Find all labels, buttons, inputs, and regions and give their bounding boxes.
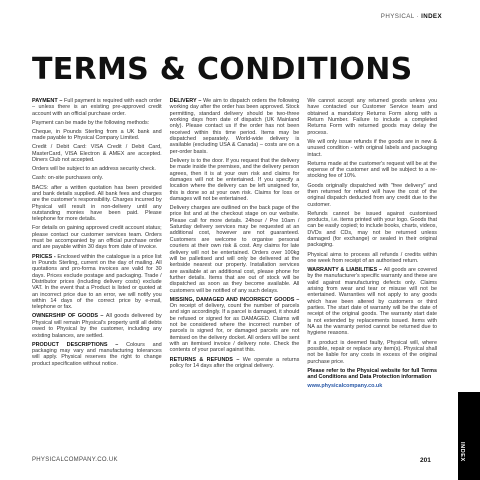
prices-paragraph: [32, 254, 162, 311]
payment-heading: PAYMENT –: [32, 98, 65, 104]
current-section: INDEX: [421, 13, 442, 20]
website-link-paragraph: [307, 383, 437, 389]
footer-website: PHYSICALCOMPANY.CO.UK: [32, 457, 118, 463]
warranty-heading: WARRANTY & LIABILITIES –: [307, 267, 384, 274]
warranty-paragraph: [307, 267, 437, 337]
delivery-paragraph: [170, 98, 300, 155]
page-number: 201: [420, 457, 431, 464]
returns-heading: RETURNS & REFUNDS –: [169, 356, 243, 363]
payment-bacs: BACS: after a written quotation has been provided and bank details supplied. All bank fees and charges are the customer's responsibility. Charges incurred by Physical will result in non-delivery until any outstanding monies have been paid. Please telephone for more details.: [32, 184, 162, 223]
prices-text: Enclosed within the catalogue is a price list in Pounds Sterling, current on the day of mailing. All quotations and pro-forma invoices are valid for 30 days. Prices exclude postage and packaging. Trade / Distributor prices (including delivery costs) exclude VAT. In the event that a Product is listed or quoted at an incorrect price due to an error, we will notify you within 14 days of the correct price by e-mail, telephone or fax.: [32, 253, 162, 311]
returns-form: We cannot accept any returned goods unless you have contacted our Customer Service team and obtained a mandatory Returns Form along with a Return Number. Failure to include a completed Returns Form with returned goods may delay the process.: [307, 98, 438, 136]
refund-processing: Physical aims to process all refunds / credits within one week from receipt of an authorised return.: [307, 251, 438, 264]
website-link[interactable]: www.physicalcompany.co.uk: [307, 383, 383, 390]
section-breadcrumb: [381, 13, 442, 20]
column-2: [170, 98, 300, 450]
returns-text: We operate a returns policy for 14 days after the original delivery.: [169, 356, 300, 369]
website-note-text: Please refer to the Physical website for full Terms and Conditions and Data Protection information: [307, 367, 438, 381]
free-delivery-returns: Goods originally dispatched with "free delivery" and then returned for refund will have the cost of the original dispatch deducted from any credit due to the customer.: [307, 182, 438, 208]
payment-card: Credit / Debit Card: VISA Credit / Debit Card, MasterCard, VISA Electron & AMEX are accepted. Diners Club not accepted.: [32, 144, 162, 164]
missing-goods-heading: MISSING, DAMAGED AND INCORRECT GOODS –: [169, 296, 300, 303]
delivery-charges: Delivery charges are outlined on the back page of the price list and at the checkout stage on our website. Please call for more details. 24hour / Pre 10am / Saturday delivery services may be requested at an additional cost, however are not guaranteed. Customers are welcome to organise personal couriers at their own risk & cost. Any claims for late delivery will not be entertained. Orders over 100kg will be palletised and will only be delivered at the kerbside nearest our property. Installation services are available at an additional cost, please phone for further details. Items that are out of stock will be dispatched as soon as they become available. All customers will be notified of any such delays.: [169, 205, 300, 294]
warranty-text: All goods are covered by the manufacturer's specific warranty and these are valid against manufacturing defects only. Claims arising from wear and tear or misuse will not be entertained. Warranties will not apply to any goods which have been altered by customers or third parties. The start date of warranty will be the date of receipt of the original goods. The warranty start date is not extended by replacements issued. Items with NA as the warranty period cannot be returned due to hygiene reasons.: [307, 267, 438, 337]
delivery-text: We aim to dispatch orders the following working day after the order has been approved. Stock permitting, standard delivery should be two-three working days from date of dispatch (UK Mainland only). Please contact us if the order has not been received within this time period. Items may be dispatched separately. World-wide delivery is available (excluding USA & Canada) – costs are on a per-order basis.: [169, 98, 300, 155]
payment-cash: Cash: on-site purchases only.: [32, 175, 104, 182]
column-3: [307, 98, 437, 450]
refund-condition: We will only issue refunds if the goods are in new & unused condition - with original labels and packaging intact.: [307, 138, 438, 158]
website-note: [307, 368, 437, 381]
customised-products: Refunds cannot be issued against customised products, i.e. items printed with your logo. Goods that can be easily copied; to include books, charts, videos, DVDs and CDs, may not be returned unless damaged (for exchange) or sealed in their original packaging.: [307, 210, 438, 249]
descriptions-text: Colours and packaging may vary and manufacturing tolerances will apply. Physical reserves the right to change product specification without notice.: [32, 341, 162, 367]
column-1: [32, 98, 162, 450]
ownership-paragraph: [32, 313, 162, 338]
ownership-heading: OWNERSHIP OF GOODS –: [32, 313, 106, 320]
section-label: PHYSICAL ·: [380, 13, 422, 20]
terms-columns: [32, 98, 437, 450]
restocking-fee: Returns made at the customer's request will be at the expense of the customer and will be subject to a re-stocking fee of 10%.: [307, 160, 438, 180]
payment-methods: Payment can be made by the following methods:: [32, 119, 150, 126]
index-side-tab: [458, 392, 480, 480]
payment-paragraph: [32, 98, 162, 117]
delivery-door: Delivery is to the door. If you request that the delivery be made inside the premises, and the delivery person agrees, then it is at your own risk and claims for damages will not be entertained. If you specify a location where the delivery can be left unsigned for, this is done so at your own risk. Claims for loss or damages will not be entertained.: [169, 157, 300, 202]
faulty-product: If a product is deemed faulty, Physical will, where possible, repair or replace any item(s). Physical shall not be liable for any costs in excess of the original purchase price.: [307, 339, 438, 365]
prices-heading: PRICES -: [32, 253, 58, 260]
missing-goods-text: On receipt of delivery, count the number of parcels and sign accordingly. If a parcel is damaged, it should be refused or signed for as DAMAGED. Claims will not be considered where the incorrect number of parcels is signed for, or damaged parcels are not itemised on the delivery docket. All orders will be sent with an itemised invoice / delivery note. Check the contents of your parcel against this.: [169, 303, 300, 354]
credit-account: For details on gaining approved credit account status; please contact our customer services team. Orders must be accompanied by an official purchase order and are payable within 30 days from date of invoice.: [32, 225, 162, 251]
security-check: Orders will be subject to an address security check.: [32, 166, 156, 173]
descriptions-paragraph: [32, 342, 162, 367]
payment-text: Full payment is required with each order – unless there is an existing pre-approved credit account with an official purchase order.: [32, 98, 162, 117]
side-tab-label: INDEX: [459, 442, 465, 462]
payment-cheque: Cheque, in Pounds Sterling from a UK bank and made payable to Physical Company Limited.: [32, 128, 162, 142]
ownership-text: All goods delivered by Physical will remain Physical's property until all debts owed to Physical by the customer, including any existing balances, are settled.: [32, 313, 162, 339]
page-title: TERMS & CONDITIONS: [32, 52, 413, 87]
returns-paragraph: [170, 357, 300, 370]
descriptions-heading: PRODUCT DESCRIPTIONS –: [32, 341, 127, 348]
delivery-heading: DELIVERY –: [169, 98, 204, 104]
missing-goods-paragraph: [170, 297, 300, 354]
